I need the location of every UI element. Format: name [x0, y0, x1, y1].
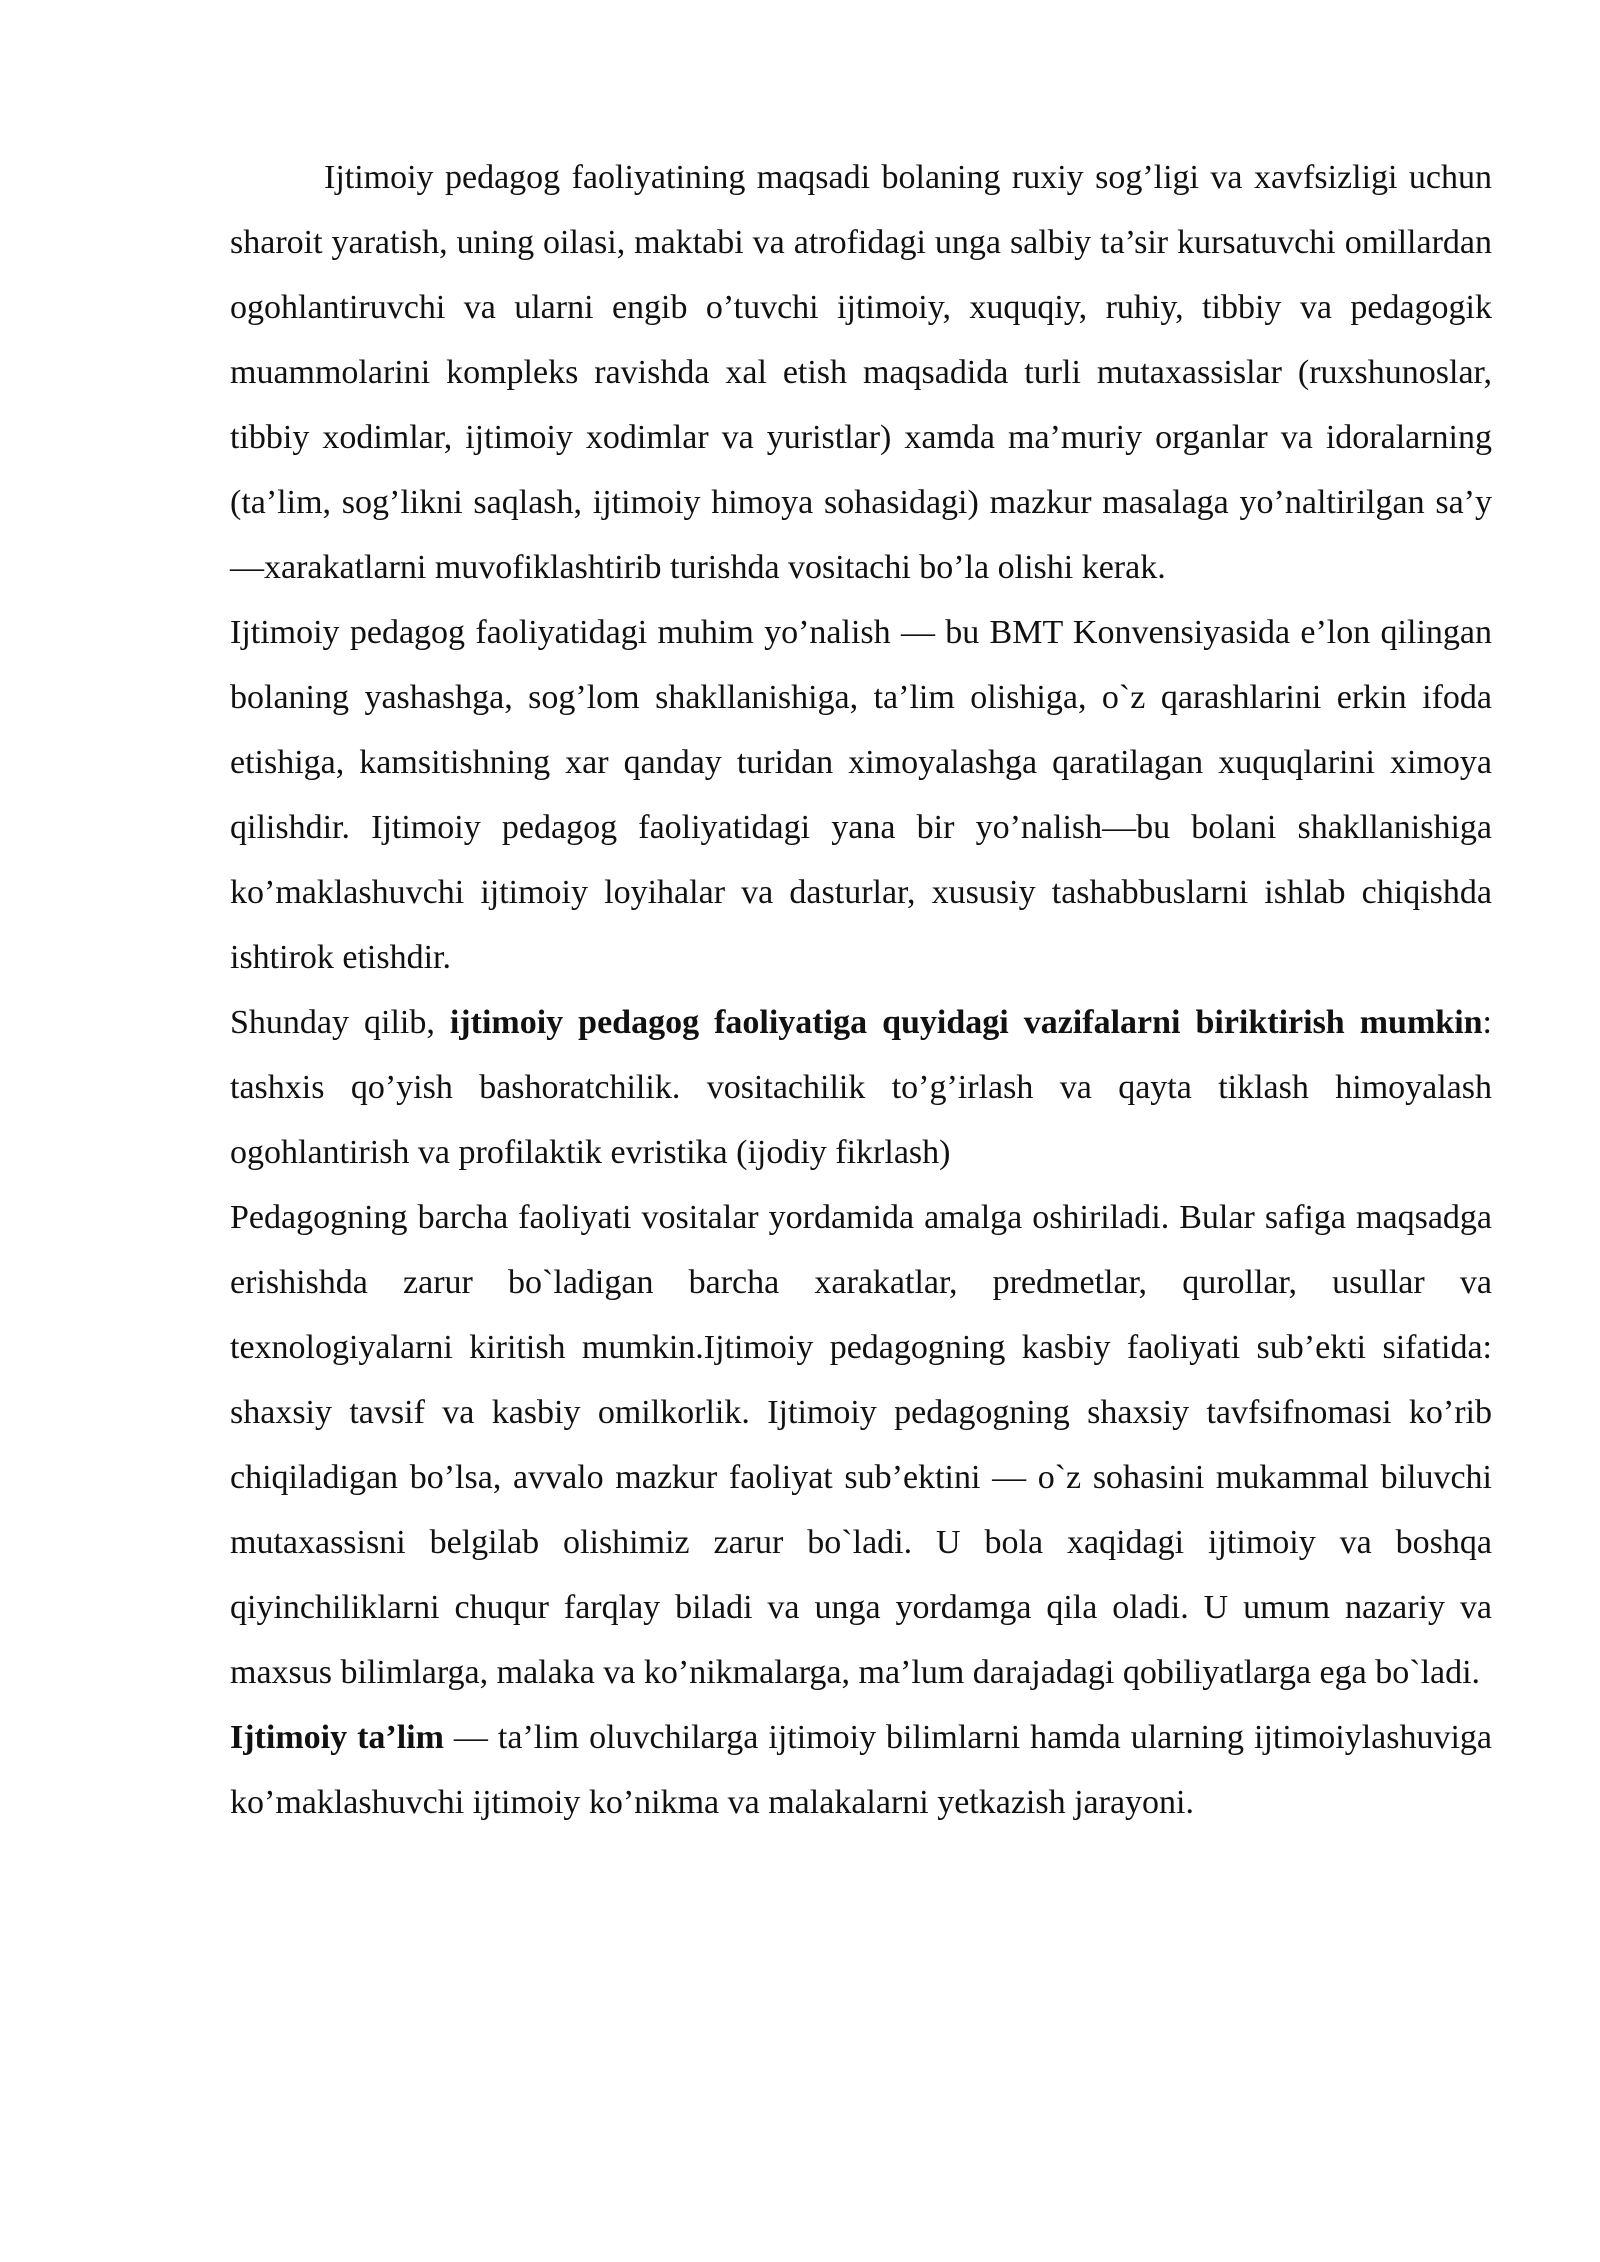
paragraph-5-term: Ijtimoiy ta’lim [230, 1719, 444, 1756]
paragraph-4-text: Pedagogning barcha faoliyati vositalar yordamida amalga oshiriladi. Bular safiga maqsadga erishishda zarur bo`ladigan barcha xarakatlar, predmetlar, qurollar, usullar va texnologiyalarni kiritish mumkin.Ijtimoiy pedagogning kasbiy faoliyati sub’ekti sifatida: shaxsiy tavsif va kasbiy omilkorlik. Ijtimoiy pedagogning shaxsiy tavfsifnomasi ko’rib chiqiladigan bo’lsa, avvalo mazkur faoliyat sub’ektini — o`z sohasini mukammal biluvchi mutaxassisni belgilab olishimiz zarur bo`ladi. U bola xaqidagi ijtimoiy va boshqa qiyinchiliklarni chuqur farqlay biladi va unga yordamga qila oladi. U umum nazariy va maxsus bilimlarga, malaka va ko’nikmalarga, ma’lum darajadagi qobiliyatlarga ega bo`ladi. [230, 1199, 1492, 1691]
paragraph-1-text: Ijtimoiy pedagog faoliyatining maqsadi bolaning ruxiy sog’ligi va xavfsizligi uchun sharoit yaratish, uning oilasi, maktabi va atrofidagi unga salbiy ta’sir kursatuvchi omillardan ogohlantiruvchi va ularni engib o’tuvchi ijtimoiy, xuquqiy, ruhiy, tibbiy va pedagogik muammolarini kompleks ravishda xal etish maqsadida turli mutaxassislar (ruxshunoslar, tibbiy xodimlar, ijtimoiy xodimlar va yuristlar) xamda ma’muriy organlar va idoralarning (ta’lim, sog’likni saqlash, ijtimoiy himoya sohasidagi) mazkur masalaga yo’naltirilgan sa’y—xarakatlarni muvofiklashtirib turishda vositachi bo’la olishi kerak. [230, 159, 1492, 586]
paragraph-4 [230, 1185, 1492, 1705]
paragraph-5 [230, 1705, 1492, 1835]
paragraph-1 [230, 145, 1492, 600]
paragraph-3-intro: Shunday qilib, [230, 1004, 450, 1041]
paragraph-3 [230, 990, 1492, 1185]
paragraph-3-rest: : tashxis qo’yish bashoratchilik. vositachilik to’g’irlash va qayta tiklash himoyalash ogohlantirish va profilaktik evristika (ijodiy fikrlash) [230, 1004, 1492, 1171]
paragraph-2 [230, 600, 1492, 990]
paragraph-3-bold-phrase: ijtimoiy pedagog faoliyatiga quyidagi vazifalarni biriktirish mumkin [449, 1004, 1483, 1041]
paragraph-2-text: Ijtimoiy pedagog faoliyatidagi muhim yo’nalish — bu BMT Konvensiyasida e’lon qilingan bolaning yashashga, sog’lom shakllanishiga, ta’lim olishiga, o`z qarashlarini erkin ifoda etishiga, kamsitishning xar qanday turidan ximoyalashga qaratilagan xuquqlarini ximoya qilishdir. Ijtimoiy pedagog faoliyatidagi yana bir yo’nalish—bu bolani shakllanishiga ko’maklashuvchi ijtimoiy loyihalar va dasturlar, xususiy tashabbuslarni ishlab chiqishda ishtirok etishdir. [230, 614, 1492, 976]
document-body [230, 145, 1492, 1835]
paragraph-5-definition: — ta’lim oluvchilarga ijtimoiy bilimlarni hamda ularning ijtimoiylashuviga ko’maklashuvchi ijtimoiy ko’nikma va malakalarni yetkazish jarayoni. [230, 1719, 1493, 1821]
